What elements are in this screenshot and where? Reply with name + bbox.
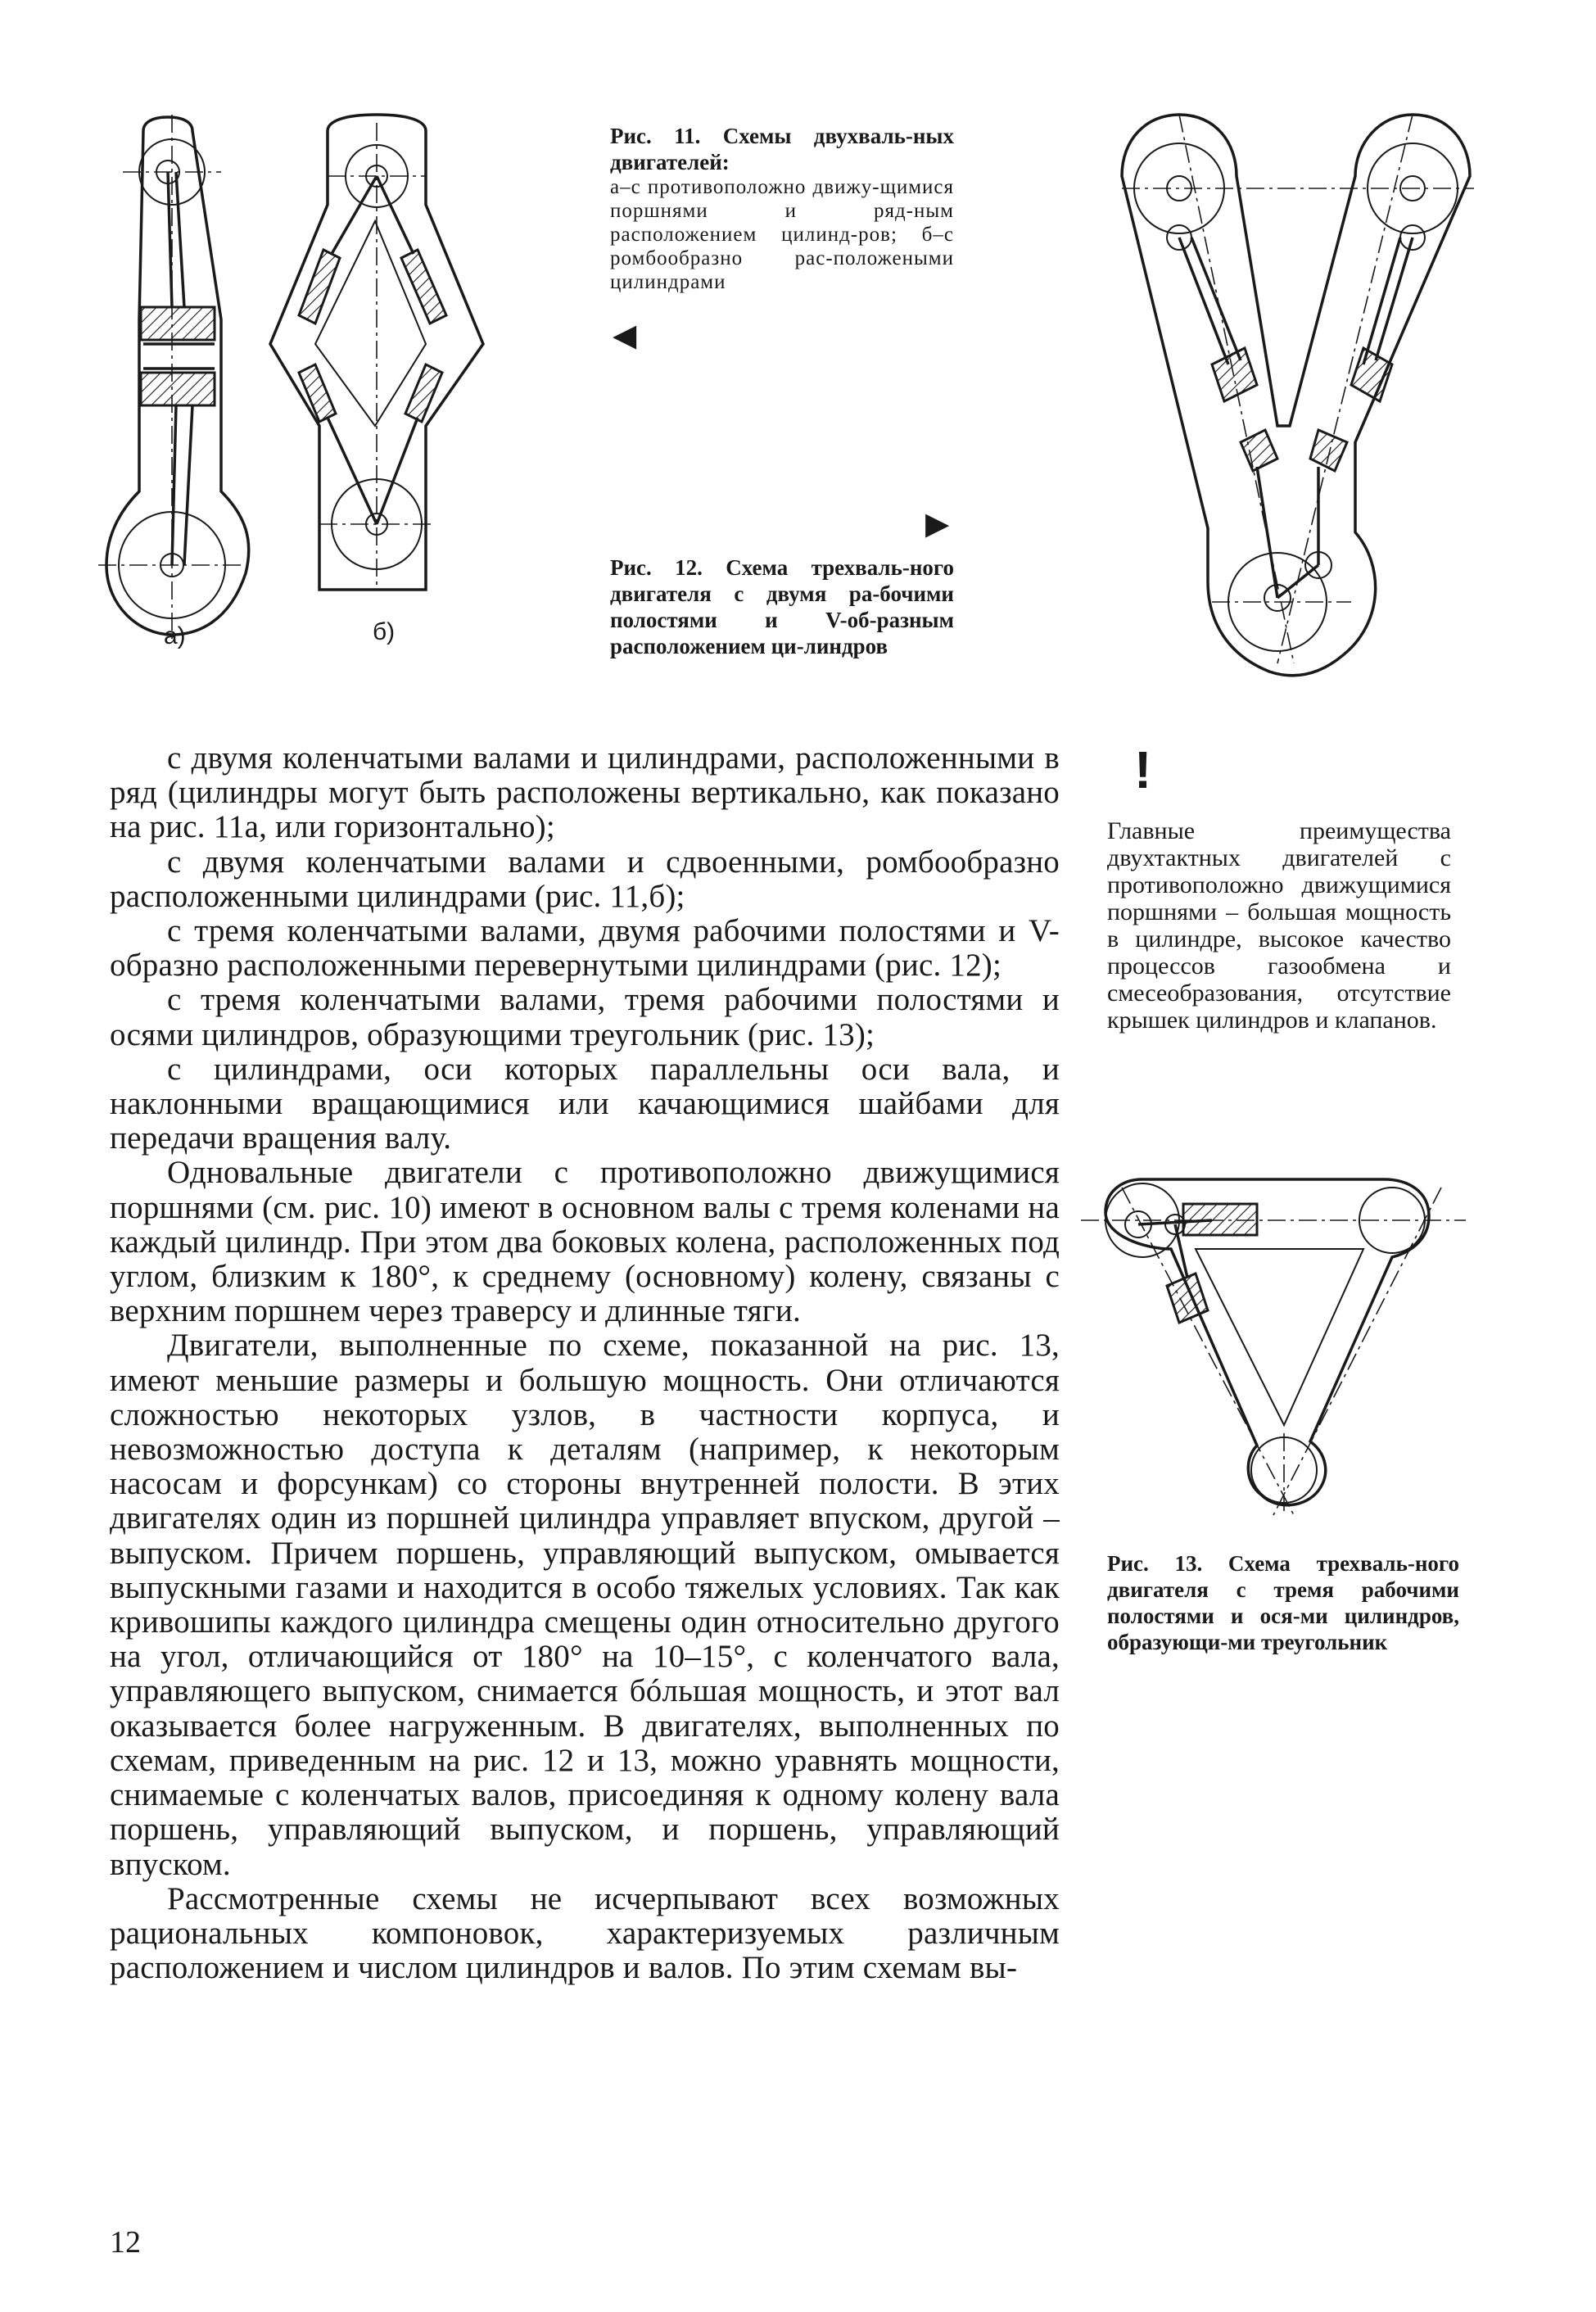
body-paragraph-3: с тремя коленчатыми валами, двумя рабочими полостями и V-образно расположенными перевернутыми цилиндрами (рис. 12); [110, 913, 1060, 984]
figure-11-caption-body: а–с противоположно движу-щимися поршнями и ряд-ным расположением цилинд-ров; б–с ромбообразно рас-положеными цилиндрами [610, 176, 954, 293]
figure-11b-label: б) [373, 618, 396, 645]
note-exclamation-icon: ! [1134, 740, 1152, 799]
arrow-left-icon: ◀ [613, 319, 637, 353]
body-paragraph-5: с цилиндрами, оси которых параллельны оси вала, и наклонными вращающимися или качающимися шайбами для передачи вращения валу. [110, 1051, 1060, 1156]
page-number: 12 [110, 2225, 141, 2260]
figure-12-caption: Рис. 12. Схема трехваль-ного двигателя с двумя ра-бочими полостями и V-об-разным расположением ци-линдров [610, 555, 954, 658]
body-paragraph-6: Одновальные двигатели с противоположно движущимися поршнями (см. рис. 10) имеют в основном валы с тремя коленами на каждый цилиндр. При этом два боковых колена, расположенных под углом, близким к 180°, к среднему (основному) колену, связаны с верхним поршнем через траверсу и длинные тяги. [110, 1155, 1060, 1329]
body-paragraph-1: с двумя коленчатыми валами и цилиндрами, расположенными в ряд (цилиндры могут быть расположены вертикально, как показано на рис. 11а, или горизонтально); [110, 740, 1060, 845]
figure-13-schematic [1081, 1179, 1466, 1515]
figure-11a-label: а) [164, 622, 186, 649]
arrow-right-icon: ▶ [925, 507, 950, 541]
body-paragraph-4: с тремя коленчатыми валами, тремя рабочими полостями и осями цилиндров, образующими треугольник (рис. 13); [110, 982, 1060, 1052]
body-paragraph-8: Рассмотренные схемы не исчерпывают всех возможных рациональных компоновок, характеризуемых различным расположением и числом цилиндров и валов. По этим схемам вы- [110, 1880, 1060, 1986]
figure-13-caption: Рис. 13. Схема трехваль-ного двигателя с тремя рабочими полостями и ося-ми цилиндров, образующи-ми треугольник [1107, 1551, 1459, 1654]
figure-11-caption-title: Рис. 11. Схемы двухваль-ных двигателей: [610, 124, 954, 174]
body-paragraph-7: Двигатели, выполненные по схеме, показанной на рис. 13, имеют меньшие размеры и большую мощность. Они отличаются сложностью некоторых узлов, в частности корпуса, и невозможностью доступа к деталям (например, к некоторым насосам и форсункам) со стороны внутренней полости. В этих двигателях один из поршней цилиндра управляет впуском, другой – выпуском. Причем поршень, управляющий выпуском, омывается выпускными газами и находится в особо тяжелых условиях. Так как кривошипы каждого цилиндра смещены один относительно другого на угол, отличающийся от 180° на 10–15°, с коленчатого вала, управляющего выпуском, снимается бóльшая мощность, и этот вал оказывается более нагруженным. В двигателях, выполненных по схемам, приведенным на рис. 12 и 13, можно уравнять мощности, снимаемые с коленчатых валов, присоединяя к одному колену вала поршень, управляющий выпуском, и поршень, управляющий впуском. [110, 1328, 1060, 1882]
body-text [110, 741, 1060, 1985]
margin-note: Главные преимущества двухтактных двигателей с противоположно движущимися поршнями – большая мощность в цилиндре, высокое качество процессов газообмена и смесеобразования, отсутствие крышек цилиндров и клапанов. [1107, 817, 1451, 1034]
body-paragraph-2: с двумя коленчатыми валами и сдвоенными, ромбообразно расположенными цилиндрами (рис. 11,б); [110, 844, 1060, 914]
